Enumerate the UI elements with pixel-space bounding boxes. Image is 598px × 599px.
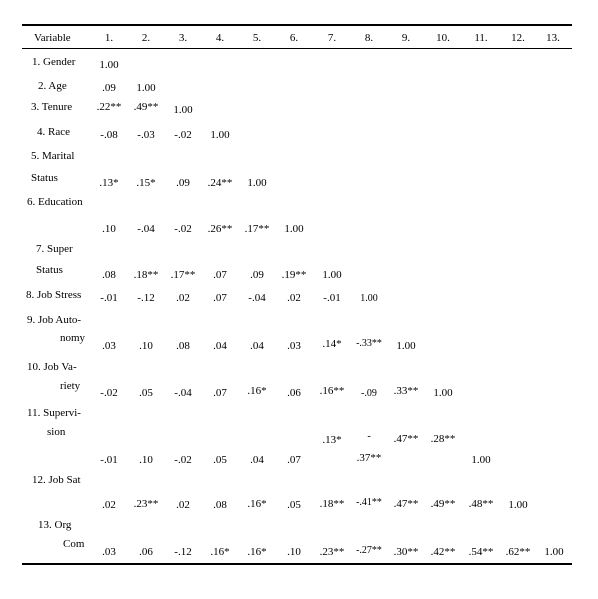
- table-cell: .16*: [247, 498, 267, 510]
- table-cell: .10: [139, 340, 153, 352]
- row-label: 5. Marital: [31, 150, 75, 162]
- table-top-rule: [22, 24, 572, 26]
- header-col-10: 10.: [436, 32, 450, 44]
- table-cell: -.09: [361, 388, 377, 399]
- row-label-cont: Status: [36, 264, 63, 276]
- table-cell: -.01: [100, 292, 118, 304]
- row-label-cont: sion: [47, 426, 66, 438]
- table-cell: .02: [102, 499, 116, 511]
- table-cell: .03: [102, 340, 116, 352]
- table-cell: .13*: [99, 177, 119, 189]
- row-label-cont: riety: [60, 380, 81, 392]
- row-label: 1. Gender: [32, 56, 76, 68]
- table-cell: .10: [287, 546, 301, 558]
- table-cell: .08: [176, 340, 190, 352]
- table-bottom-rule: [22, 563, 572, 565]
- row-label-cont: Status: [31, 172, 58, 184]
- table-cell: -.02: [100, 387, 118, 399]
- table-cell: .54**: [468, 546, 494, 558]
- header-col-6: 6.: [289, 32, 299, 44]
- table-cell: .05: [139, 387, 153, 399]
- table-cell: .16*: [247, 546, 267, 558]
- row-label: 6. Education: [27, 196, 83, 208]
- row-label: 8. Job Stress: [26, 289, 82, 301]
- table-cell: .17**: [170, 269, 196, 281]
- table-cell: -.27**: [356, 545, 382, 556]
- table-cell: .09: [102, 82, 116, 94]
- table-cell: 1.00: [471, 454, 491, 466]
- table-cell: 1.00: [210, 129, 230, 141]
- table-cell: .04: [250, 454, 264, 466]
- table-cell: -.02: [174, 454, 192, 466]
- table-cell: .47**: [393, 498, 419, 510]
- table-cell: .22**: [96, 101, 122, 113]
- header-col-1: 1.: [104, 32, 114, 44]
- table-cell: .09: [250, 269, 264, 281]
- table-cell: -.01: [100, 454, 118, 466]
- table-cell: .03: [102, 546, 116, 558]
- table-cell: -.04: [174, 387, 192, 399]
- table-cell: -.41**: [356, 497, 382, 508]
- table-cell: .30**: [393, 546, 419, 558]
- table-cell: .10: [102, 223, 116, 235]
- table-cell: .48**: [468, 498, 494, 510]
- table-cell: .19**: [281, 269, 307, 281]
- table-cell: 1.00: [433, 387, 453, 399]
- table-cell: .49**: [430, 498, 456, 510]
- row-label-cont: nomy: [60, 332, 86, 344]
- table-cell: .09: [176, 177, 190, 189]
- header-col-13: 13.: [546, 32, 560, 44]
- header-col-7: 7.: [327, 32, 337, 44]
- table-cell: .15*: [136, 177, 156, 189]
- row-label-cont: Com: [63, 538, 85, 550]
- table-cell: 1.00: [396, 340, 416, 352]
- row-label: 11. Supervi-: [27, 407, 81, 419]
- row-label: 10. Job Va-: [27, 361, 77, 373]
- table-cell: -.33**: [356, 338, 382, 349]
- table-cell: -.04: [137, 223, 155, 235]
- table-cell: .42**: [430, 546, 456, 558]
- table-cell: 1.00: [284, 223, 304, 235]
- table-cell: .18**: [319, 498, 345, 510]
- table-header-rule: [22, 48, 572, 49]
- table-cell: 1.00: [508, 499, 528, 511]
- table-cell: -: [367, 431, 371, 442]
- table-cell: .07: [213, 269, 227, 281]
- table-cell: .05: [287, 499, 301, 511]
- table-cell: .08: [102, 269, 116, 281]
- table-cell: .10: [139, 454, 153, 466]
- table-cell: .17**: [244, 223, 270, 235]
- header-col-11: 11.: [474, 32, 488, 44]
- table-cell: .47**: [393, 433, 419, 445]
- header-col-2: 2.: [141, 32, 151, 44]
- table-cell: .08: [213, 499, 227, 511]
- table-cell: .07: [213, 292, 227, 304]
- row-label: 7. Super: [36, 243, 73, 255]
- row-label: 3. Tenure: [31, 101, 73, 113]
- table-cell: -.02: [174, 129, 192, 141]
- header-col-5: 5.: [252, 32, 262, 44]
- row-label: 2. Age: [38, 80, 67, 92]
- table-cell: -.03: [137, 129, 155, 141]
- row-label: 12. Job Sat: [32, 474, 81, 486]
- table-cell: -.02: [174, 223, 192, 235]
- table-cell: 1.00: [99, 59, 119, 71]
- table-cell: .62**: [505, 546, 531, 558]
- table-cell: .14*: [322, 338, 342, 350]
- table-cell: .16*: [247, 385, 267, 397]
- table-cell: 1.00: [322, 269, 342, 281]
- table-cell: -.04: [248, 292, 266, 304]
- table-cell: .24**: [207, 177, 233, 189]
- table-cell: .07: [213, 387, 227, 399]
- table-cell: 1.00: [173, 104, 193, 116]
- table-cell: -.08: [100, 129, 118, 141]
- row-label: 13. Org: [38, 519, 72, 531]
- table-cell: .23**: [319, 546, 345, 558]
- table-cell: -.12: [137, 292, 155, 304]
- row-label: 4. Race: [37, 126, 70, 138]
- table-cell: -.01: [323, 292, 341, 304]
- table-cell: .37**: [356, 452, 382, 464]
- table-cell: .03: [287, 340, 301, 352]
- table-cell: 1.00: [247, 177, 267, 189]
- header-variable: Variable: [34, 32, 71, 44]
- table-cell: 1.00: [360, 293, 378, 304]
- table-cell: .33**: [393, 385, 419, 397]
- header-col-3: 3.: [178, 32, 188, 44]
- table-cell: 1.00: [544, 546, 564, 558]
- table-cell: .02: [287, 292, 301, 304]
- header-col-9: 9.: [401, 32, 411, 44]
- row-label: 9. Job Auto-: [27, 314, 82, 326]
- table-cell: 1.00: [136, 82, 156, 94]
- header-col-12: 12.: [511, 32, 525, 44]
- table-cell: .16*: [210, 546, 230, 558]
- table-cell: .26**: [207, 223, 233, 235]
- table-cell: .13*: [322, 434, 342, 446]
- table-cell: .06: [287, 387, 301, 399]
- table-cell: .02: [176, 292, 190, 304]
- table-cell: .49**: [133, 101, 159, 113]
- table-cell: .18**: [133, 269, 159, 281]
- table-cell: .02: [176, 499, 190, 511]
- table-cell: .04: [213, 340, 227, 352]
- header-col-4: 4.: [215, 32, 225, 44]
- table-cell: .04: [250, 340, 264, 352]
- table-cell: .23**: [133, 498, 159, 510]
- table-cell: .28**: [430, 433, 456, 445]
- table-cell: -.12: [174, 546, 192, 558]
- table-cell: .07: [287, 454, 301, 466]
- table-cell: .16**: [319, 385, 345, 397]
- table-cell: .05: [213, 454, 227, 466]
- header-col-8: 8.: [364, 32, 374, 44]
- table-cell: .06: [139, 546, 153, 558]
